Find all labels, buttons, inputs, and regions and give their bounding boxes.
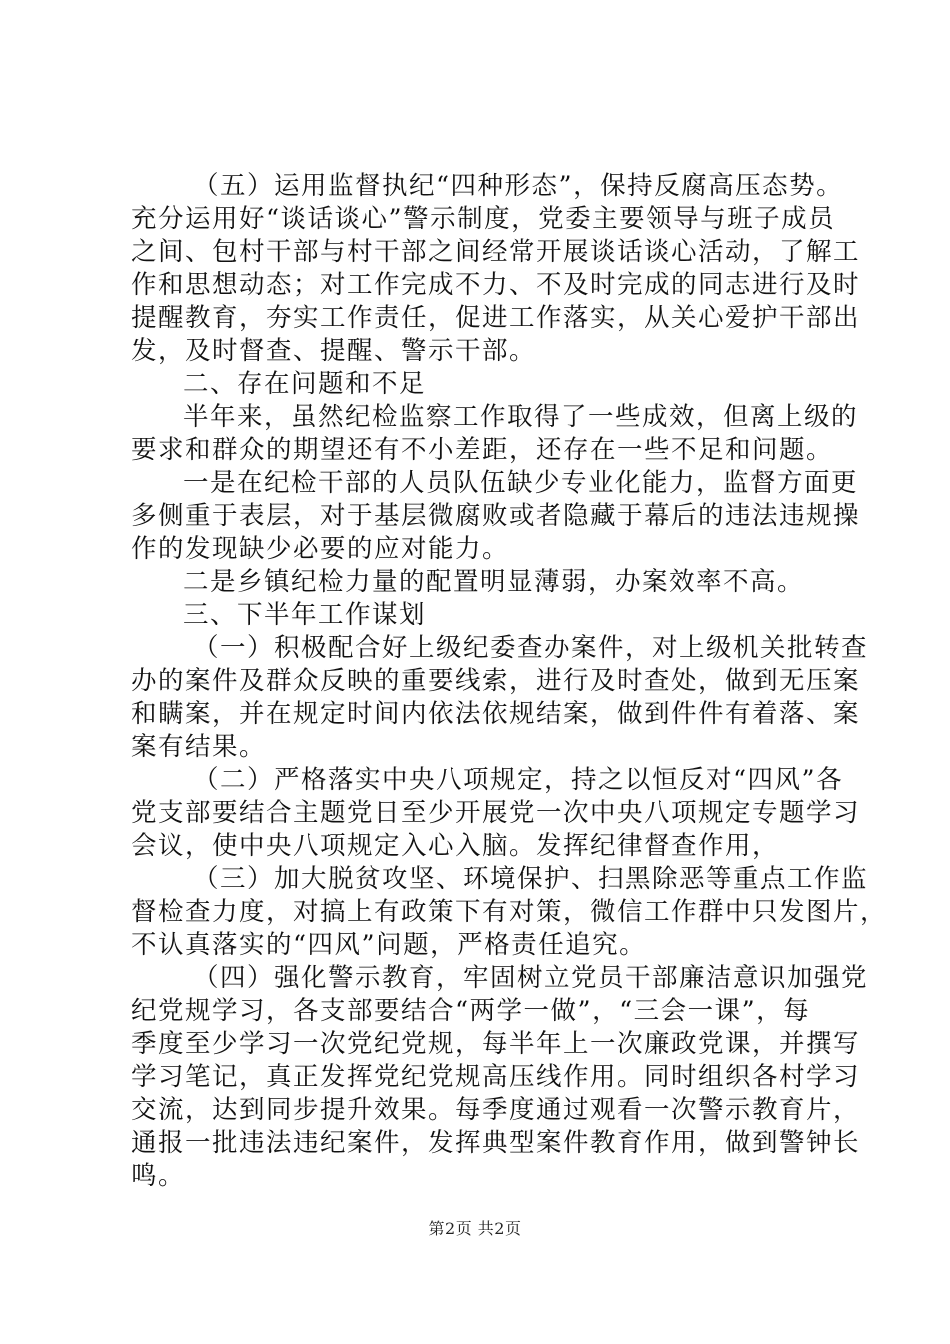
text-line: 季度至少学习一次党纪党规，每半年上一次廉政党课，并撰写 xyxy=(131,1029,861,1059)
text-line: 纪党规学习，各支部要结合“两学一做”，“三会一课”，每 xyxy=(131,996,811,1026)
text-line: 不认真落实的“四风”问题，严格责任追究。 xyxy=(131,930,647,960)
text-line: 之间、包村干部与村干部之间经常开展谈话谈心活动，了解工 xyxy=(131,237,861,267)
text-line: （一）积极配合好上级纪委查办案件，对上级机关批转查 xyxy=(193,633,869,663)
text-line: 半年来，虽然纪检监察工作取得了一些成效，但离上级的 xyxy=(183,402,859,432)
page-number-footer: 第2页 共2页 xyxy=(428,1219,522,1238)
text-line: 通报一批违法违纪案件，发挥典型案件教育作用，做到警钟长 xyxy=(131,1128,861,1158)
text-line: 二、存在问题和不足 xyxy=(183,369,427,399)
text-line: （二）严格落实中央八项规定，持之以恒反对“四风”各 xyxy=(193,765,844,795)
text-line: 鸣。 xyxy=(131,1161,186,1191)
text-line: 提醒教育，夯实工作责任，促进工作落实，从关心爱护干部出 xyxy=(131,303,861,333)
text-line: 多侧重于表层，对于基层微腐败或者隐藏于幕后的违法违规操 xyxy=(131,501,861,531)
text-line: 学习笔记，真正发挥党纪党规高压线作用。同时组织各村学习 xyxy=(131,1062,861,1092)
text-line: 充分运用好“谈话谈心”警示制度，党委主要领导与班子成员 xyxy=(131,204,836,234)
text-line: 督检查力度，对搞上有政策下有对策，微信工作群中只发图片， xyxy=(131,897,888,927)
document-body xyxy=(131,170,888,1193)
text-line: 发，及时督查、提醒、警示干部。 xyxy=(131,336,537,366)
text-line: 党支部要结合主题党日至少开展党一次中央八项规定专题学习 xyxy=(131,798,861,828)
text-line: 办的案件及群众反映的重要线索，进行及时查处，做到无压案 xyxy=(131,666,861,696)
text-line: 一是在纪检干部的人员队伍缺少专业化能力，监督方面更 xyxy=(183,468,859,498)
text-line: 交流，达到同步提升效果。每季度通过观看一次警示教育片， xyxy=(131,1095,861,1125)
text-line: 会议，使中央八项规定入心入脑。发挥纪律督查作用， xyxy=(131,831,780,861)
text-line: 和瞒案，并在规定时间内依法依规结案，做到件件有着落、案 xyxy=(131,699,861,729)
text-line: （三）加大脱贫攻坚、环境保护、扫黑除恶等重点工作监 xyxy=(193,864,869,894)
text-line: 要求和群众的期望还有不小差距，还存在一些不足和问题。 xyxy=(131,435,834,465)
text-line: 三、下半年工作谋划 xyxy=(183,600,427,630)
text-line: 二是乡镇纪检力量的配置明显薄弱，办案效率不高。 xyxy=(183,567,805,597)
text-line: 作和思想动态；对工作完成不力、不及时完成的同志进行及时 xyxy=(131,270,861,300)
text-line: 案有结果。 xyxy=(131,732,267,762)
text-line: （五）运用监督执纪“四种形态”，保持反腐高压态势。 xyxy=(193,171,844,201)
text-line: 作的发现缺少必要的应对能力。 xyxy=(131,534,510,564)
text-line: （四）强化警示教育，牢固树立党员干部廉洁意识加强党 xyxy=(193,963,869,993)
